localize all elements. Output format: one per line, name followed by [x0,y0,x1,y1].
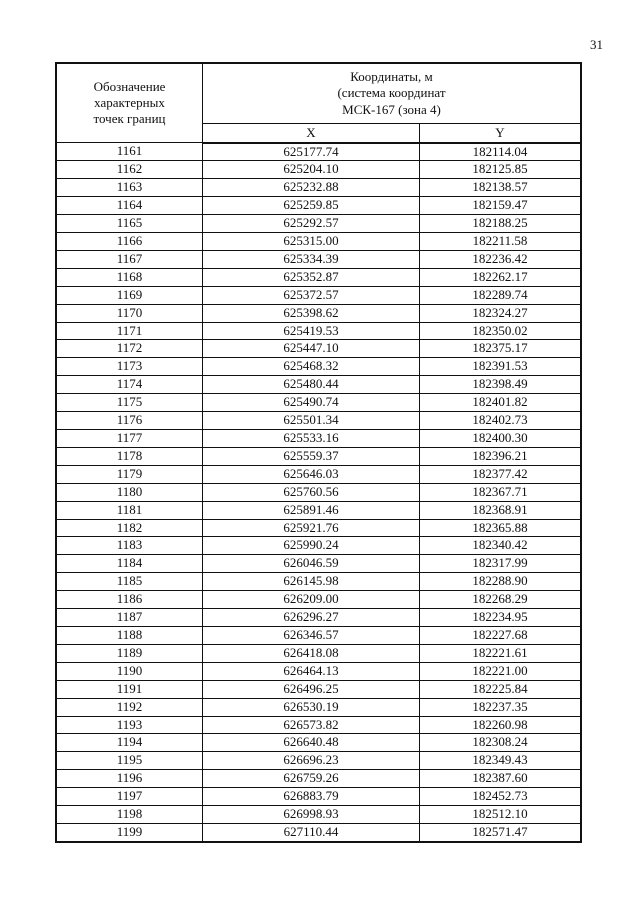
point-header-line: Обозначение [93,78,166,94]
y-coordinate-cell: 182234.95 [420,609,582,627]
table-row [56,394,581,412]
y-column-header: Y [420,123,582,142]
x-coordinate-cell: 626573.82 [203,716,420,734]
x-coordinate-cell: 625447.10 [203,340,420,358]
y-coordinate-cell: 182159.47 [420,197,582,215]
y-coordinate-cell: 182368.91 [420,501,582,519]
x-coordinate-cell: 626145.98 [203,573,420,591]
y-coordinate-cell: 182350.02 [420,322,582,340]
x-coordinate-cell: 625398.62 [203,304,420,322]
point-cell: 1175 [56,394,203,412]
coordinates-header [203,63,582,123]
page-number: 31 [590,37,603,52]
point-cell: 1170 [56,304,203,322]
y-coordinate-cell: 182188.25 [420,215,582,233]
point-cell: 1189 [56,644,203,662]
point-cell: 1164 [56,197,203,215]
table-row [56,215,581,233]
table-row [56,233,581,251]
y-coordinate-cell: 182398.49 [420,376,582,394]
table-row [56,573,581,591]
y-coordinate-cell: 182401.82 [420,394,582,412]
point-cell: 1196 [56,770,203,788]
point-cell: 1163 [56,179,203,197]
table-row [56,447,581,465]
point-cell: 1176 [56,412,203,430]
y-coordinate-cell: 182268.29 [420,591,582,609]
point-header-line: точек границ [93,111,166,127]
table-header [56,63,581,143]
x-coordinate-cell: 627110.44 [203,823,420,841]
point-cell: 1186 [56,591,203,609]
table-row [56,197,581,215]
x-coordinate-cell: 626530.19 [203,698,420,716]
table-row [56,555,581,573]
x-coordinate-cell: 626496.25 [203,680,420,698]
point-designation-header [56,63,203,143]
y-coordinate-cell: 182340.42 [420,537,582,555]
x-coordinate-cell: 625468.32 [203,358,420,376]
point-cell: 1165 [56,215,203,233]
x-coordinate-cell: 626346.57 [203,626,420,644]
coords-header-line: (система координат [337,85,446,101]
point-cell: 1169 [56,286,203,304]
x-coordinate-cell: 625334.39 [203,250,420,268]
point-cell: 1187 [56,609,203,627]
y-coordinate-cell: 182377.42 [420,465,582,483]
y-coordinate-cell: 182452.73 [420,788,582,806]
point-cell: 1195 [56,752,203,770]
x-column-header: X [203,123,420,142]
point-cell: 1185 [56,573,203,591]
table-body [56,143,581,842]
x-coordinate-cell: 625315.00 [203,233,420,251]
y-coordinate-cell: 182308.24 [420,734,582,752]
point-cell: 1193 [56,716,203,734]
point-cell: 1181 [56,501,203,519]
table-row [56,250,581,268]
point-cell: 1194 [56,734,203,752]
x-coordinate-cell: 625177.74 [203,143,420,161]
table-row [56,752,581,770]
table-row [56,376,581,394]
y-coordinate-cell: 182365.88 [420,519,582,537]
table-row [56,680,581,698]
y-coordinate-cell: 182349.43 [420,752,582,770]
x-coordinate-cell: 625921.76 [203,519,420,537]
point-cell: 1167 [56,250,203,268]
table-row [56,143,581,161]
y-coordinate-cell: 182387.60 [420,770,582,788]
table-row [56,430,581,448]
y-coordinate-cell: 182324.27 [420,304,582,322]
point-cell: 1184 [56,555,203,573]
y-coordinate-cell: 182211.58 [420,233,582,251]
y-coordinate-cell: 182227.68 [420,626,582,644]
y-coordinate-cell: 182391.53 [420,358,582,376]
table-row [56,626,581,644]
point-cell: 1177 [56,430,203,448]
point-cell: 1182 [56,519,203,537]
point-cell: 1183 [56,537,203,555]
table-row [56,537,581,555]
y-coordinate-cell: 182289.74 [420,286,582,304]
point-cell: 1171 [56,322,203,340]
x-coordinate-cell: 626883.79 [203,788,420,806]
y-coordinate-cell: 182375.17 [420,340,582,358]
x-coordinate-cell: 625292.57 [203,215,420,233]
y-coordinate-cell: 182221.00 [420,662,582,680]
table-row [56,823,581,841]
table-row [56,322,581,340]
table-row [56,591,581,609]
x-coordinate-cell: 626998.93 [203,806,420,824]
x-coordinate-cell: 626464.13 [203,662,420,680]
x-coordinate-cell: 626640.48 [203,734,420,752]
point-cell: 1198 [56,806,203,824]
point-cell: 1172 [56,340,203,358]
y-coordinate-cell: 182221.61 [420,644,582,662]
point-cell: 1173 [56,358,203,376]
x-coordinate-cell: 625646.03 [203,465,420,483]
point-cell: 1191 [56,680,203,698]
x-coordinate-cell: 625372.57 [203,286,420,304]
y-coordinate-cell: 182237.35 [420,698,582,716]
y-coordinate-cell: 182260.98 [420,716,582,734]
x-coordinate-cell: 626696.23 [203,752,420,770]
table-row [56,501,581,519]
table-row [56,716,581,734]
coords-header-line: МСК-167 (зона 4) [342,101,441,117]
x-coordinate-cell: 625259.85 [203,197,420,215]
x-coordinate-cell: 625760.56 [203,483,420,501]
y-coordinate-cell: 182225.84 [420,680,582,698]
point-cell: 1199 [56,823,203,841]
point-cell: 1179 [56,465,203,483]
point-cell: 1166 [56,233,203,251]
y-coordinate-cell: 182367.71 [420,483,582,501]
y-coordinate-cell: 182402.73 [420,412,582,430]
y-coordinate-cell: 182512.10 [420,806,582,824]
x-coordinate-cell: 625232.88 [203,179,420,197]
point-header-line: характерных [94,94,165,110]
x-coordinate-cell: 625533.16 [203,430,420,448]
x-coordinate-cell: 626418.08 [203,644,420,662]
table-row [56,340,581,358]
x-coordinate-cell: 625480.44 [203,376,420,394]
x-coordinate-cell: 625891.46 [203,501,420,519]
y-coordinate-cell: 182125.85 [420,161,582,179]
x-coordinate-cell: 626046.59 [203,555,420,573]
x-coordinate-cell: 626296.27 [203,609,420,627]
y-coordinate-cell: 182138.57 [420,179,582,197]
point-cell: 1190 [56,662,203,680]
coords-header-line: Координаты, м [350,69,433,85]
point-cell: 1178 [56,447,203,465]
x-coordinate-cell: 625501.34 [203,412,420,430]
table-row [56,179,581,197]
table-row [56,788,581,806]
table-row [56,734,581,752]
x-coordinate-cell: 625559.37 [203,447,420,465]
x-coordinate-cell: 626209.00 [203,591,420,609]
point-cell: 1174 [56,376,203,394]
table-row [56,609,581,627]
point-cell: 1192 [56,698,203,716]
x-coordinate-cell: 625990.24 [203,537,420,555]
x-coordinate-cell: 625419.53 [203,322,420,340]
point-cell: 1168 [56,268,203,286]
x-coordinate-cell: 625204.10 [203,161,420,179]
y-coordinate-cell: 182288.90 [420,573,582,591]
table-row [56,268,581,286]
y-coordinate-cell: 182236.42 [420,250,582,268]
table-row [56,806,581,824]
x-coordinate-cell: 626759.26 [203,770,420,788]
table-row [56,662,581,680]
table-row [56,358,581,376]
table-row [56,412,581,430]
table-row [56,304,581,322]
x-coordinate-cell: 625490.74 [203,394,420,412]
table-row [56,519,581,537]
table-row [56,770,581,788]
point-cell: 1161 [56,143,203,161]
point-cell: 1197 [56,788,203,806]
y-coordinate-cell: 182262.17 [420,268,582,286]
y-coordinate-cell: 182317.99 [420,555,582,573]
y-coordinate-cell: 182400.30 [420,430,582,448]
table-row [56,698,581,716]
table-row [56,465,581,483]
point-cell: 1162 [56,161,203,179]
point-cell: 1180 [56,483,203,501]
y-coordinate-cell: 182396.21 [420,447,582,465]
y-coordinate-cell: 182571.47 [420,823,582,841]
table-row [56,161,581,179]
coordinates-table [55,62,582,843]
table-row [56,286,581,304]
table-row [56,483,581,501]
point-cell: 1188 [56,626,203,644]
table-row [56,644,581,662]
y-coordinate-cell: 182114.04 [420,143,582,161]
x-coordinate-cell: 625352.87 [203,268,420,286]
